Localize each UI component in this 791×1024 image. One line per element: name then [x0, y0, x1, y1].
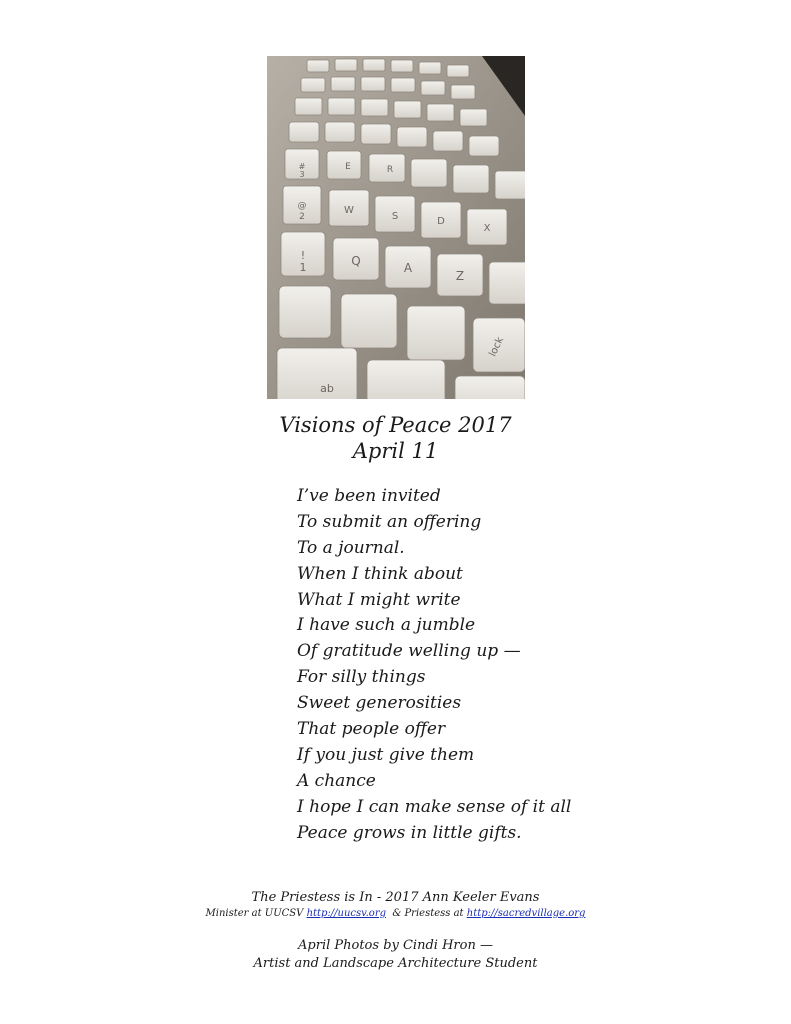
- svg-text:3: 3: [299, 170, 305, 179]
- artist-line: Artist and Landscape Architecture Student: [253, 956, 538, 971]
- poem: [297, 484, 571, 846]
- svg-text:D: D: [437, 216, 445, 227]
- poem-line: To a journal.: [297, 537, 405, 558]
- uucsv-link[interactable]: http://uucsv.org: [306, 908, 387, 919]
- poem-line: When I think about: [297, 563, 463, 584]
- poem-line: A chance: [297, 770, 376, 791]
- poem-line: I have such a jumble: [297, 615, 476, 636]
- poem-line: For silly things: [297, 667, 426, 688]
- svg-text:Q: Q: [351, 254, 361, 268]
- svg-text:Z: Z: [455, 269, 465, 283]
- svg-text:S: S: [391, 211, 399, 222]
- poem-line: I hope I can make sense of it all: [297, 796, 572, 817]
- svg-text:ab: ab: [320, 382, 334, 395]
- page-title: Visions of Peace 2017: [279, 413, 512, 437]
- keyboard-photo: [267, 56, 525, 399]
- sacredvillage-link[interactable]: http://sacredvillage.org: [466, 908, 586, 919]
- poem-line: What I might write: [297, 589, 461, 610]
- svg-text:@: @: [297, 201, 307, 211]
- keyboard-photo-icon: [267, 56, 525, 399]
- svg-text:#: #: [298, 162, 306, 171]
- poem-line: If you just give them: [297, 744, 475, 765]
- poem-line: Peace grows in little gifts.: [297, 822, 522, 843]
- svg-text:2: 2: [299, 212, 305, 222]
- credit-line: The Priestess is In - 2017 Ann Keeler Evans: [251, 890, 540, 905]
- svg-text:!: !: [300, 249, 306, 262]
- svg-text:lock: lock: [487, 335, 506, 359]
- svg-text:E: E: [345, 162, 351, 172]
- poem-line: Of gratitude welling up —: [297, 641, 521, 662]
- poem-line: Sweet generosities: [297, 693, 462, 714]
- svg-text:X: X: [483, 223, 491, 234]
- svg-text:R: R: [386, 165, 394, 175]
- svg-text:A: A: [403, 261, 413, 275]
- poem-line: To submit an offering: [297, 511, 482, 532]
- priestess-text: & Priestess at: [392, 908, 464, 919]
- svg-text:1: 1: [299, 261, 307, 274]
- poem-line: I’ve been invited: [297, 486, 441, 506]
- poem-line: That people offer: [297, 719, 446, 740]
- photo-credit-line: April Photos by Cindi Hron —: [298, 938, 493, 953]
- affiliation-line: [0, 908, 791, 919]
- svg-text:W: W: [344, 205, 354, 216]
- minister-text: Minister at UUCSV: [205, 908, 304, 919]
- page-date: April 11: [352, 439, 439, 463]
